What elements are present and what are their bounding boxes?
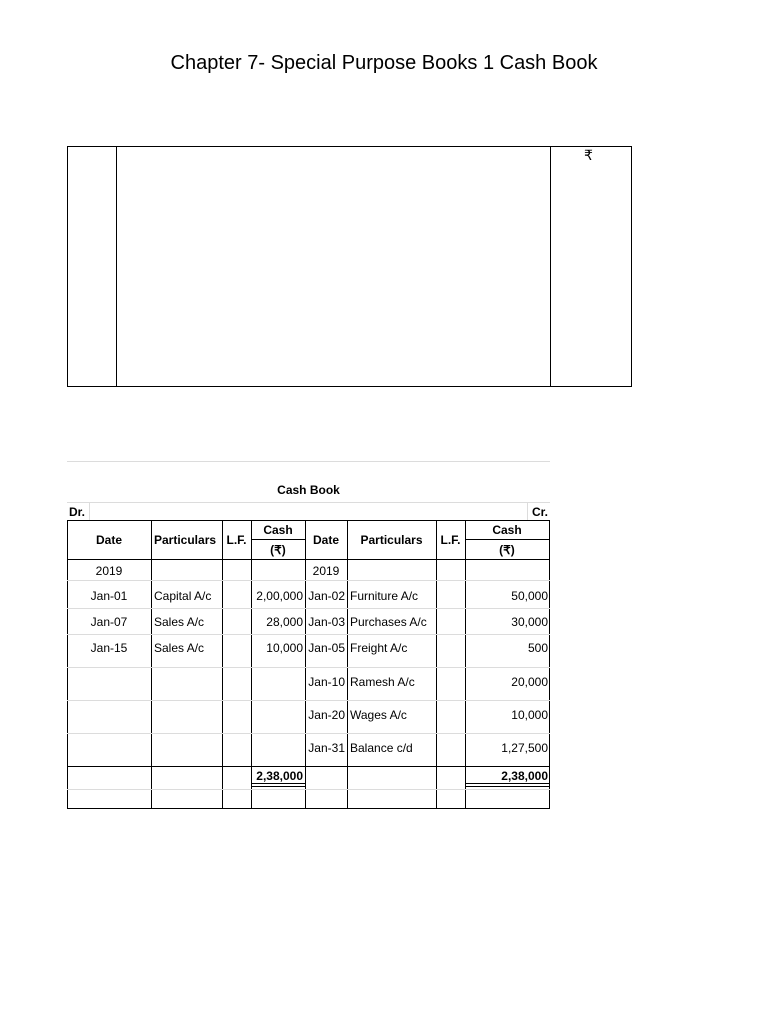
dr-label: Dr. <box>69 505 86 519</box>
total-dr: 2,38,000 <box>256 769 303 783</box>
dr-cr-row <box>67 502 550 521</box>
year-dr: 2019 <box>95 564 123 578</box>
cr-date: Jan-10 <box>308 675 345 689</box>
cr-date: Jan-03 <box>308 615 345 629</box>
header-date-dr: Date <box>95 533 122 547</box>
header-date-cr: Date <box>312 533 339 547</box>
header-lf-dr: L.F. <box>226 533 247 547</box>
cr-amount: 30,000 <box>511 615 548 629</box>
rupee-symbol: ₹ <box>584 147 593 163</box>
dr-particulars: Sales A/c <box>154 641 205 655</box>
cr-amount: 500 <box>527 641 548 655</box>
cr-particulars: Freight A/c <box>350 641 408 655</box>
cr-amount: 10,000 <box>511 708 548 722</box>
header-cash-dr: Cash <box>263 523 293 537</box>
header-cash-cr: Cash <box>492 523 522 537</box>
cr-amount: 50,000 <box>511 589 548 603</box>
column-divider <box>116 147 117 386</box>
cr-particulars: Wages A/c <box>350 708 407 722</box>
dr-date: Jan-15 <box>90 641 128 655</box>
dr-amount: 28,000 <box>266 615 303 629</box>
column-divider <box>550 147 551 386</box>
blank-ledger-table <box>67 146 632 387</box>
dr-date: Jan-01 <box>90 589 128 603</box>
dr-particulars: Sales A/c <box>154 615 205 629</box>
cr-date: Jan-05 <box>308 641 345 655</box>
cr-amount: 1,27,500 <box>501 741 548 755</box>
cr-amount: 20,000 <box>511 675 548 689</box>
cr-date: Jan-20 <box>308 708 345 722</box>
header-rupee-cr: (₹) <box>499 543 515 557</box>
cr-particulars: Purchases A/c <box>350 615 427 629</box>
header-particulars-cr: Particulars <box>360 533 423 547</box>
year-cr: 2019 <box>312 564 340 578</box>
header-rupee-dr: (₹) <box>270 543 286 557</box>
dr-date: Jan-07 <box>90 615 128 629</box>
cash-book-table <box>67 461 550 809</box>
cr-date: Jan-02 <box>308 589 345 603</box>
cr-particulars: Furniture A/c <box>350 589 419 603</box>
page-title: Chapter 7- Special Purpose Books 1 Cash Book <box>170 52 598 74</box>
total-cr: 2,38,000 <box>501 769 548 783</box>
dr-particulars: Capital A/c <box>154 589 212 603</box>
dr-amount: 10,000 <box>266 641 303 655</box>
cr-label: Cr. <box>531 505 548 519</box>
cash-book-title: Cash Book <box>277 483 340 497</box>
cr-particulars: Balance c/d <box>350 741 413 755</box>
header-particulars-dr: Particulars <box>154 533 217 547</box>
dr-amount: 2,00,000 <box>256 589 303 603</box>
gridline <box>67 461 550 462</box>
cr-particulars: Ramesh A/c <box>350 675 415 689</box>
cr-date: Jan-31 <box>308 741 345 755</box>
header-lf-cr: L.F. <box>440 533 461 547</box>
